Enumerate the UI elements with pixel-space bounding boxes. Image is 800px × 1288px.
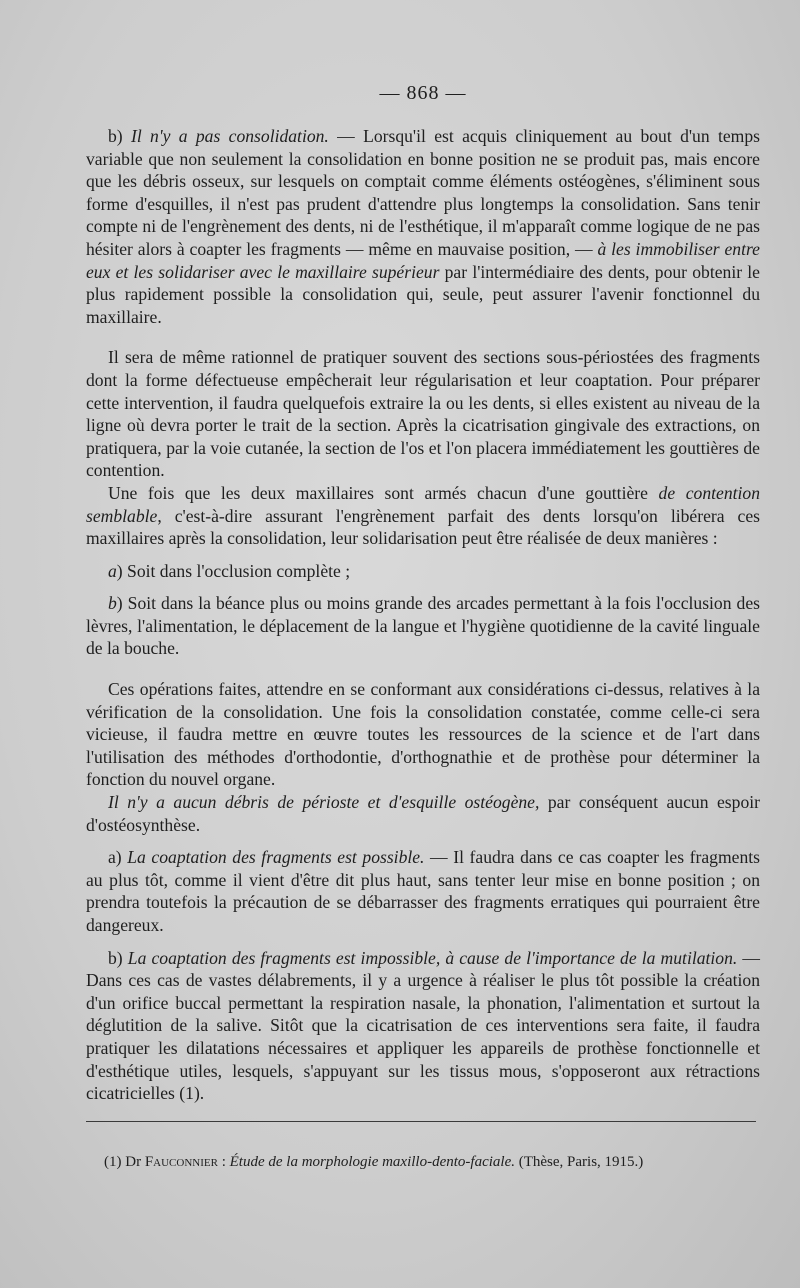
text-run: a): [108, 847, 128, 868]
text-run: par l'intermédiaire des dents, pour obtenir le plus rapidement possible la consolidation qui, seule, peut assurer l'avenir fonctionnel du maxillaire.: [86, 261, 760, 327]
footnote-title: Étude de la morphologie maxillo-dento-faciale.: [229, 1153, 515, 1170]
text-run: Une fois que les deux maxillaires sont armés chacun d'une gouttière: [108, 482, 659, 503]
paragraph: [86, 125, 760, 328]
text-run: — Dans ces cas de vastes délabrements, il y a urgence à réaliser le plus tôt possible la création d'un orifice buccal permettant la respiration nasale, la phonation, l'alimentation et surtout la déglutition de la salive. Sitôt que la cicatrisation de ces interventions sera faite, il faudra pratiquer les dilatations nécessaires et appliquer les appareils de prothèse fonctionnelle et d'esthétique utiles, lesquels, s'appuyant sur les tissus mous, s'opposeront aux rétractions cicatricielles (1).: [86, 947, 761, 1104]
italic-text: Il n'y a aucun débris de périoste et d'esquille ostéogène,: [108, 792, 540, 813]
italic-text: Il n'y a pas consolidation.: [130, 126, 329, 146]
text-run: ) Soit dans l'occlusion complète ;: [116, 560, 351, 581]
paragraph: [86, 560, 760, 583]
italic-text: à les immobiliser entre eux et les solidariser avec le maxillaire supérieur: [86, 238, 760, 282]
italic-text: La coaptation des fragments est possible.: [127, 847, 425, 868]
paragraph-gap: [86, 836, 760, 846]
paragraph: [86, 678, 760, 791]
page-number: — 868 —: [379, 82, 467, 104]
text-run: ) Soit dans la béance plus ou moins grande des arcades permettant à la fois l'occlusion des lèvres, l'alimentation, le déplacement de la langue et l'hygiène quotidienne de la cavité linguale de la bouche.: [86, 593, 760, 659]
paragraph-gap: [86, 550, 760, 560]
paragraph: [86, 791, 760, 836]
footnote: [86, 1152, 760, 1172]
text-run: Ces opérations faites, attendre en se conformant aux considérations ci-dessus, relatives à la vérification de la consolidation. Une fois la consolidation constatée, comme celle-ci sera vicieuse, il faudra mettre en œuvre toutes les ressources de la science et de l'art dans l'utilisation des méthodes d'orthodontie, d'orthognathie et de prothèse pour déterminer la fonction du nouvel organe.: [86, 679, 760, 790]
paragraph: [86, 482, 760, 550]
text-run: — Il faudra dans ce cas coapter les fragments au plus tôt, comme il vient d'être dit plus haut, sans tenter leur mise en bonne position ; on prendra toutefois la précaution de se débarrasser des fragments erratiques qui pourraient être dangereux.: [86, 847, 760, 935]
footnote-separator: [86, 1121, 756, 1122]
paragraph-gap: [86, 582, 760, 592]
footnote-author: Fauconnier: [144, 1153, 218, 1170]
paragraph: [86, 346, 760, 482]
text-run: par conséquent aucun espoir d'ostéosynthèse.: [86, 792, 760, 835]
text-run: — Lorsqu'il est acquis cliniquement au bout d'un temps variable que non seulement la consolidation en bonne position ne se produit pas, mais encore que les débris osseux, sur lesquels on comptait comme éléments ostéogènes, s'éliminent sous forme d'esquilles, il n'est pas prudent d'attendre plus longtemps la consolidation. Sans tenir compte ni de l'engrènement des dents, ni de l'esthétique, il m'apparaît comme logique de ne pas hésiter alors à coapter les fragments — même en mauvaise position, —: [86, 126, 760, 259]
text-run: b): [108, 947, 128, 968]
paragraph-gap: [86, 660, 760, 678]
italic-text: La coaptation des fragments est impossible, à cause de l'importance de la mutilation.: [127, 947, 738, 968]
paragraph: [86, 947, 760, 1105]
footnote-marker: (1): [104, 1153, 126, 1170]
footnote-sep: :: [217, 1153, 230, 1170]
footnote-author-prefix: Dr: [125, 1153, 145, 1170]
paragraph-gap: [86, 328, 760, 346]
italic-text: de contention semblable: [86, 482, 760, 526]
text-run: , c'est-à-dire assurant l'engrènement parfait des dents lorsqu'on libérera ces maxillaires après la consolidation, leur solidarisation peut être réalisée de deux manières :: [86, 505, 760, 549]
paragraph: [86, 846, 760, 936]
italic-text: b: [108, 593, 117, 614]
text-run: b): [108, 126, 131, 146]
document-body: [86, 125, 760, 1105]
text-run: Il sera de même rationnel de pratiquer souvent des sections sous-périostées des fragments dont la forme défectueuse empêcherait leur régularisation et leur coaptation. Pour préparer cette intervention, il faudra quelquefois extraire la ou les dents, si elles existent au niveau de la ligne où devra porter le trait de la section. Après la cicatrisation gingivale des extractions, on pratiquera, par la voie cutanée, la section de l'os et l'on placera immédiatement les gouttières de contention.: [86, 347, 760, 481]
footnote-rest: (Thèse, Paris, 1915.): [514, 1153, 644, 1170]
paragraph-gap: [86, 937, 760, 947]
paragraph: [86, 592, 760, 660]
italic-text: a: [108, 560, 117, 581]
